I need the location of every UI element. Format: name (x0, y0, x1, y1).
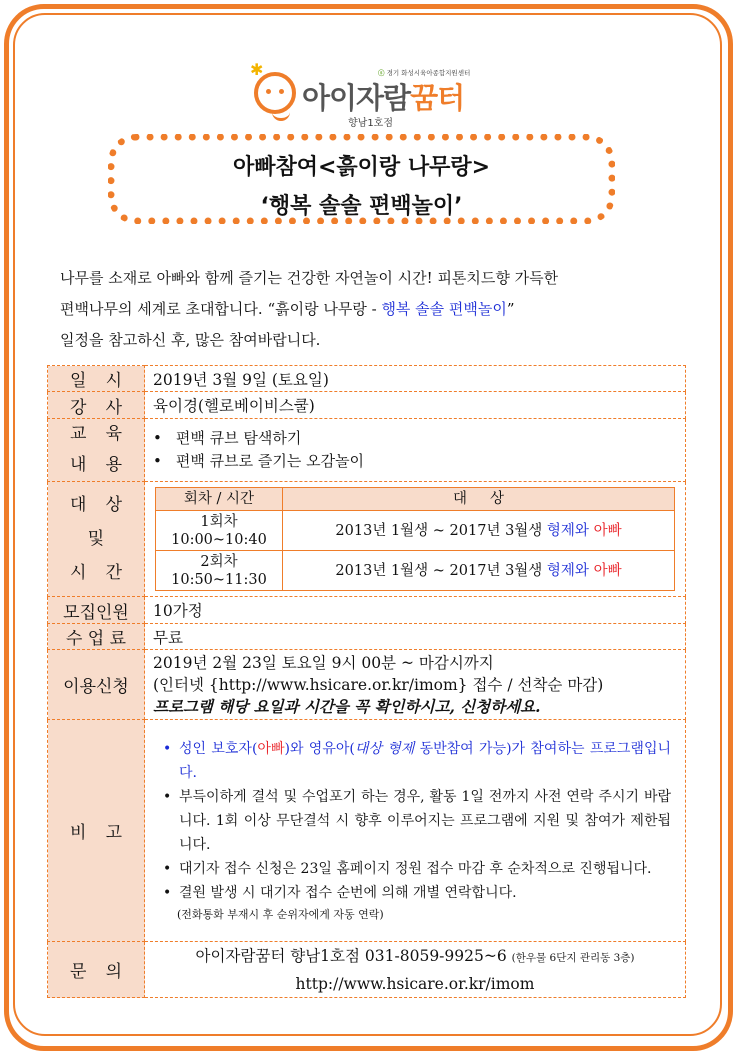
row-content (48, 419, 686, 482)
row-apply (48, 650, 686, 720)
label-fee: 수 업 료 (48, 624, 145, 650)
target-cell: 2013년 1월생 ~ 2017년 3월생 형제와 아빠 (283, 551, 675, 591)
contact-url: http://www.hsicare.or.kr/imom (295, 974, 535, 993)
label-contact: 문 의 (48, 942, 145, 998)
label-instructor: 강 사 (48, 392, 145, 419)
schedule-row (156, 511, 675, 551)
value-date: 2019년 3월 9일 (토요일) (145, 366, 686, 392)
title-line-1: 아빠참여<흙이랑 나무랑> (232, 155, 491, 180)
logo-org: ⓢ 경기 화성시육아종합지원센터 (378, 69, 471, 77)
content-item: • 편백 큐브 탐색하기 (153, 427, 677, 450)
note-4-small: (전화통화 부재시 후 순위자에게 자동 연락) (177, 907, 384, 921)
logo-name: 아이자람꿈터 (302, 81, 465, 115)
content-item: • 편백 큐브로 즐기는 오감놀이 (153, 450, 677, 473)
intro-line-1: 나무를 소재로 아빠와 함께 즐기는 건강한 자연놀이 시간! 피톤치드향 가득한 (60, 269, 559, 287)
value-contact (145, 942, 686, 998)
value-content (145, 419, 686, 482)
intro-line-2: 편백나무의 세계로 초대합니다. “흙이랑 나무랑 - 행복 솔솔 편백놀이” (60, 300, 515, 318)
value-instructor: 육이경(헬로베이비스쿨) (145, 392, 686, 419)
info-table (47, 365, 686, 998)
col-target: 대 상 (283, 488, 675, 511)
apply-line-1: 2019년 2월 23일 토요일 9시 00분 ~ 마감시까지 (153, 653, 494, 672)
schedule-header (156, 488, 675, 511)
row-remarks (48, 720, 686, 942)
smiley-face-icon (254, 72, 296, 114)
label-date: 일 시 (48, 366, 145, 392)
intro-line-3: 일정을 참고하신 후, 많은 참여바랍니다. (60, 331, 321, 349)
label-content: 교 육 내 용 (48, 419, 145, 482)
intro-paragraph (60, 263, 700, 356)
value-fee: 무료 (145, 624, 686, 650)
logo-branch: 향남1호점 (348, 118, 394, 129)
row-instructor (48, 392, 686, 419)
row-recruit (48, 597, 686, 624)
center-logo (250, 62, 510, 132)
target-cell: 2013년 1월생 ~ 2017년 3월생 형제와 아빠 (283, 511, 675, 551)
label-apply: 이용신청 (48, 650, 145, 720)
row-target (48, 482, 686, 597)
schedule-row (156, 551, 675, 591)
row-date (48, 366, 686, 392)
value-recruit: 10가정 (145, 597, 686, 624)
schedule-table (155, 487, 675, 591)
value-remarks (145, 720, 686, 942)
value-target (145, 482, 686, 597)
title-box (108, 134, 615, 224)
label-target: 대 상 및 시 간 (48, 482, 145, 597)
star-icon: ✱ (250, 60, 264, 79)
note-4: • 결원 발생 시 대기자 접수 순번에 의해 개별 연락합니다. (163, 884, 517, 901)
row-fee (48, 624, 686, 650)
label-remarks: 비 고 (48, 720, 145, 942)
apply-line-3: 프로그램 해당 요일과 시간을 꼭 확인하시고, 신청하세요. (153, 696, 541, 716)
col-session-time: 회차 / 시간 (156, 488, 283, 511)
note-1: • 성인 보호자(아빠)와 영유아(대상 형제 동반참여 가능)가 참여하는 프로그램입니다. (163, 740, 671, 781)
session-cell: 2회차 10:50~11:30 (156, 551, 283, 591)
note-3: • 대기자 접수 신청은 23일 홈페이지 정원 접수 마감 후 순차적으로 진행됩니다. (163, 860, 652, 877)
contact-line-1: 아이자람꿈터 향남1호점 031-8059-9925~6 (한우물 6단지 관리동 3층) (195, 946, 635, 965)
session-cell: 1회차 10:00~10:40 (156, 511, 283, 551)
row-contact (48, 942, 686, 998)
label-recruit: 모집인원 (48, 597, 145, 624)
apply-line-2: (인터넷 {http://www.hsicare.or.kr/imom} 접수 / 선착순 마감) (153, 675, 604, 694)
value-apply (145, 650, 686, 720)
note-2: • 부득이하게 결석 및 수업포기 하는 경우, 활동 1일 전까지 사전 연락 주시기 바랍니다. 1회 이상 무단결석 시 향후 이루어지는 프로그램에 지원 및 참여가 제한됩니다. (163, 788, 671, 853)
title-line-2: ‘행복 솔솔 편백놀이’ (260, 194, 463, 219)
